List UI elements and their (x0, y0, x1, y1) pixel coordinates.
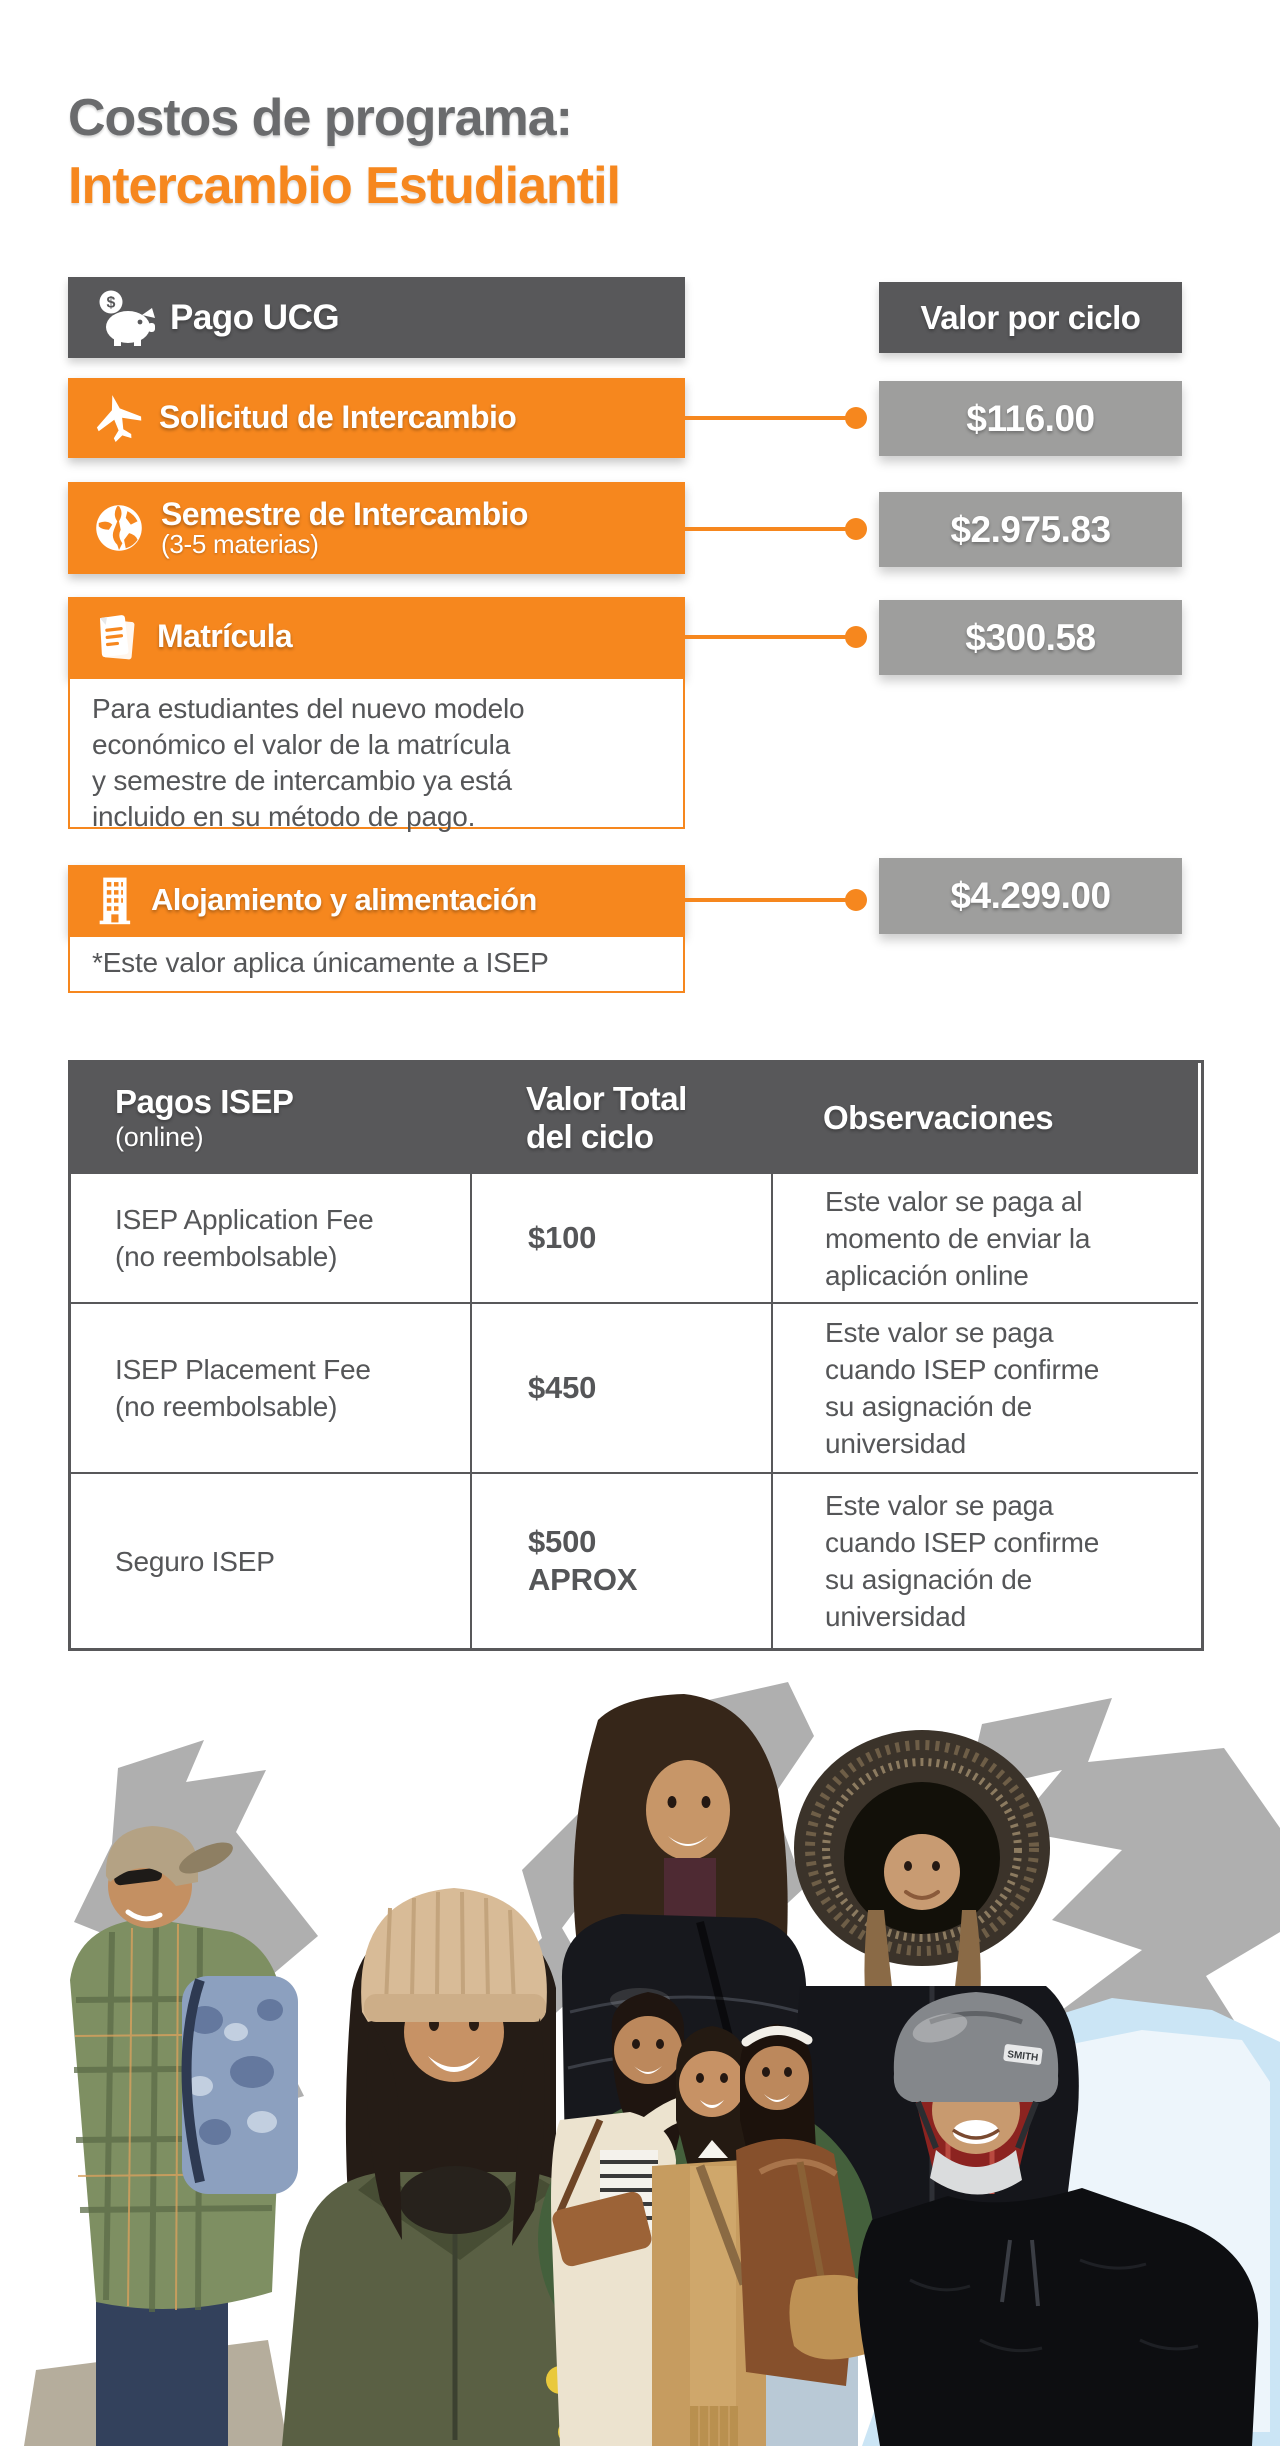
valor-por-ciclo-header (879, 282, 1182, 353)
page-title-line2: Intercambio Estudiantil (68, 157, 620, 215)
fee-row-matricula-label: Matrícula (157, 618, 293, 655)
table-cell-observation (771, 1172, 1198, 1302)
table-cell-concept (71, 1302, 470, 1472)
matricula-note-line: incluido en su método de pago. (92, 801, 476, 832)
table-cell-observation (771, 1472, 1198, 1648)
obs-line: Este valor se paga al (825, 1185, 1083, 1217)
matricula-note-line: Para estudiantes del nuevo modelo (92, 693, 525, 724)
obs-line: universidad (825, 1601, 966, 1632)
table-header-title: Observaciones (823, 1098, 1054, 1136)
concept-line: Seguro ISEP (115, 1545, 275, 1577)
table-cell-value (470, 1172, 771, 1302)
fee-row-semestre-title: Semestre de Intercambio (161, 495, 528, 532)
obs-line: su asignación de (825, 1391, 1032, 1422)
table-cell-value (470, 1472, 771, 1648)
page-title-line1: Costos de programa: (68, 89, 572, 147)
fee-row-alojamiento-label: Alojamiento y alimentación (151, 881, 537, 917)
table-header-title: Valor Total (526, 1079, 687, 1117)
building-icon (92, 874, 136, 926)
table-header-pagos-isep (71, 1063, 470, 1172)
fee-value-semestre: $2.975.83 (879, 492, 1182, 567)
fee-row-semestre (68, 482, 685, 574)
fee-row-semestre-label (161, 495, 528, 560)
pago-ucg-header (68, 277, 685, 358)
obs-line: universidad (825, 1428, 966, 1459)
piggy-bank-icon (94, 289, 156, 347)
table-cell-observation (771, 1302, 1198, 1472)
obs-line: cuando ISEP confirme (825, 1354, 1100, 1385)
connector-line-3 (685, 635, 855, 639)
photo-collage (0, 1680, 1280, 2446)
table-cell-concept (71, 1172, 470, 1302)
fee-row-solicitud (68, 378, 685, 458)
connector-dot-1 (845, 407, 867, 429)
connector-line-4 (685, 898, 855, 902)
airplane-icon (92, 392, 144, 444)
obs-line: su asignación de (825, 1564, 1032, 1595)
concept-line: (no reembolsable) (115, 1241, 338, 1272)
table-header-subtitle: (online) (115, 1121, 204, 1152)
connector-line-2 (685, 527, 855, 531)
alojamiento-note (68, 935, 685, 993)
concept-line: ISEP Placement Fee (115, 1354, 371, 1385)
obs-line: Este valor se paga (825, 1490, 1054, 1521)
fee-value-solicitud: $116.00 (879, 381, 1182, 456)
matricula-note-line: y semestre de intercambio ya está (92, 765, 512, 796)
concept-line: ISEP Application Fee (115, 1204, 374, 1235)
valor-por-ciclo-label: Valor por ciclo (920, 298, 1141, 336)
connector-dot-4 (845, 889, 867, 911)
document-icon (92, 610, 142, 664)
globe-icon (92, 501, 146, 555)
table-cell-value (470, 1302, 771, 1472)
helmet-brand-label: SMITH (1006, 2049, 1039, 2064)
fee-row-matricula (68, 597, 685, 677)
obs-line: Este valor se paga (825, 1317, 1054, 1348)
fee-value-matricula: $300.58 (879, 600, 1182, 675)
isep-payments-table (68, 1060, 1204, 1651)
table-header-title: del ciclo (526, 1117, 654, 1155)
alojamiento-note-line: *Este valor aplica únicamente a ISEP (92, 947, 549, 978)
table-header-observaciones (771, 1063, 1198, 1172)
matricula-note-line: económico el valor de la matrícula (92, 729, 511, 760)
fee-row-semestre-sublabel: (3-5 materias) (161, 529, 319, 560)
value-line: APROX (528, 1562, 638, 1597)
page-title (68, 84, 620, 220)
obs-line: aplicación online (825, 1259, 1029, 1291)
connector-line-1 (685, 416, 855, 420)
connector-dot-2 (845, 518, 867, 540)
connector-dot-3 (845, 626, 867, 648)
fee-value-alojamiento: $4.299.00 (879, 858, 1182, 934)
table-header-title: Pagos ISEP (115, 1082, 294, 1120)
obs-line: momento de enviar la (825, 1222, 1091, 1254)
value-line: $500 (528, 1524, 597, 1559)
table-header-valor-total (470, 1063, 771, 1172)
pago-ucg-label: Pago UCG (170, 297, 340, 337)
matricula-note (68, 677, 685, 832)
value-line: $450 (528, 1370, 597, 1405)
fee-row-solicitud-label: Solicitud de Intercambio (159, 399, 517, 436)
table-cell-concept (71, 1472, 470, 1648)
fee-row-alojamiento (68, 865, 685, 935)
concept-line: (no reembolsable) (115, 1391, 338, 1422)
value-line: $100 (528, 1220, 597, 1255)
obs-line: cuando ISEP confirme (825, 1527, 1100, 1558)
svg-text:$: $ (106, 294, 116, 311)
